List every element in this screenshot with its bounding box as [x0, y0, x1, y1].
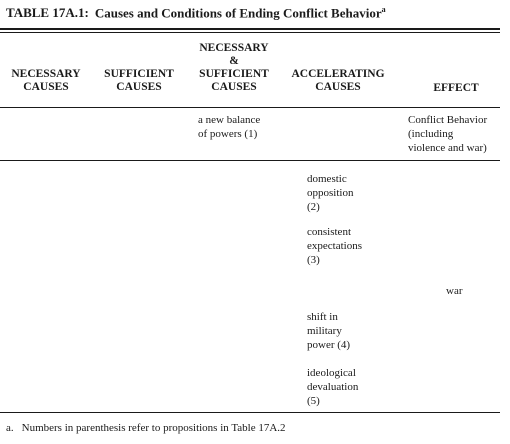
footnote-marker: a	[381, 5, 386, 14]
header-sufficient-causes: SUFFICIENT CAUSES	[104, 68, 174, 93]
header-accelerating-causes: ACCELERATING CAUSES	[291, 68, 385, 93]
table-number: TABLE 17A.1:	[6, 5, 89, 21]
table-title: Causes and Conditions of Ending Conflict Behavior	[94, 5, 382, 21]
cell-domestic-opposition: domestic opposition (2)	[307, 173, 354, 213]
footnote-label: a.	[6, 422, 14, 434]
cell-new-balance-of-powers: a new balance of powers (1)	[198, 114, 261, 140]
header-necessary-causes: NECESSARY CAUSES	[11, 68, 81, 93]
header-necessary-sufficient-causes: NECESSARY & SUFFICIENT CAUSES	[199, 42, 269, 93]
bottom-rule	[0, 412, 500, 413]
cell-consistent-expectations: consistent expectations (3)	[307, 226, 362, 266]
row-rule	[0, 160, 500, 161]
cell-shift-in-military-power: shift in military power (4)	[307, 311, 351, 351]
cell-effect-war: war	[446, 285, 463, 297]
cell-effect-conflict-behavior: Conflict Behavior (including violence and war)	[408, 114, 488, 154]
table-caption	[6, 5, 506, 21]
footnote	[6, 422, 286, 434]
cell-ideological-devaluation: ideological devaluation (5)	[307, 367, 359, 407]
header-effect: EFFECT	[433, 82, 479, 94]
top-double-rule-inner	[0, 32, 500, 33]
footnote-text: Numbers in parenthesis refer to propositions in Table 17A.2	[21, 422, 286, 434]
header-rule	[0, 107, 500, 108]
top-double-rule	[0, 28, 500, 30]
